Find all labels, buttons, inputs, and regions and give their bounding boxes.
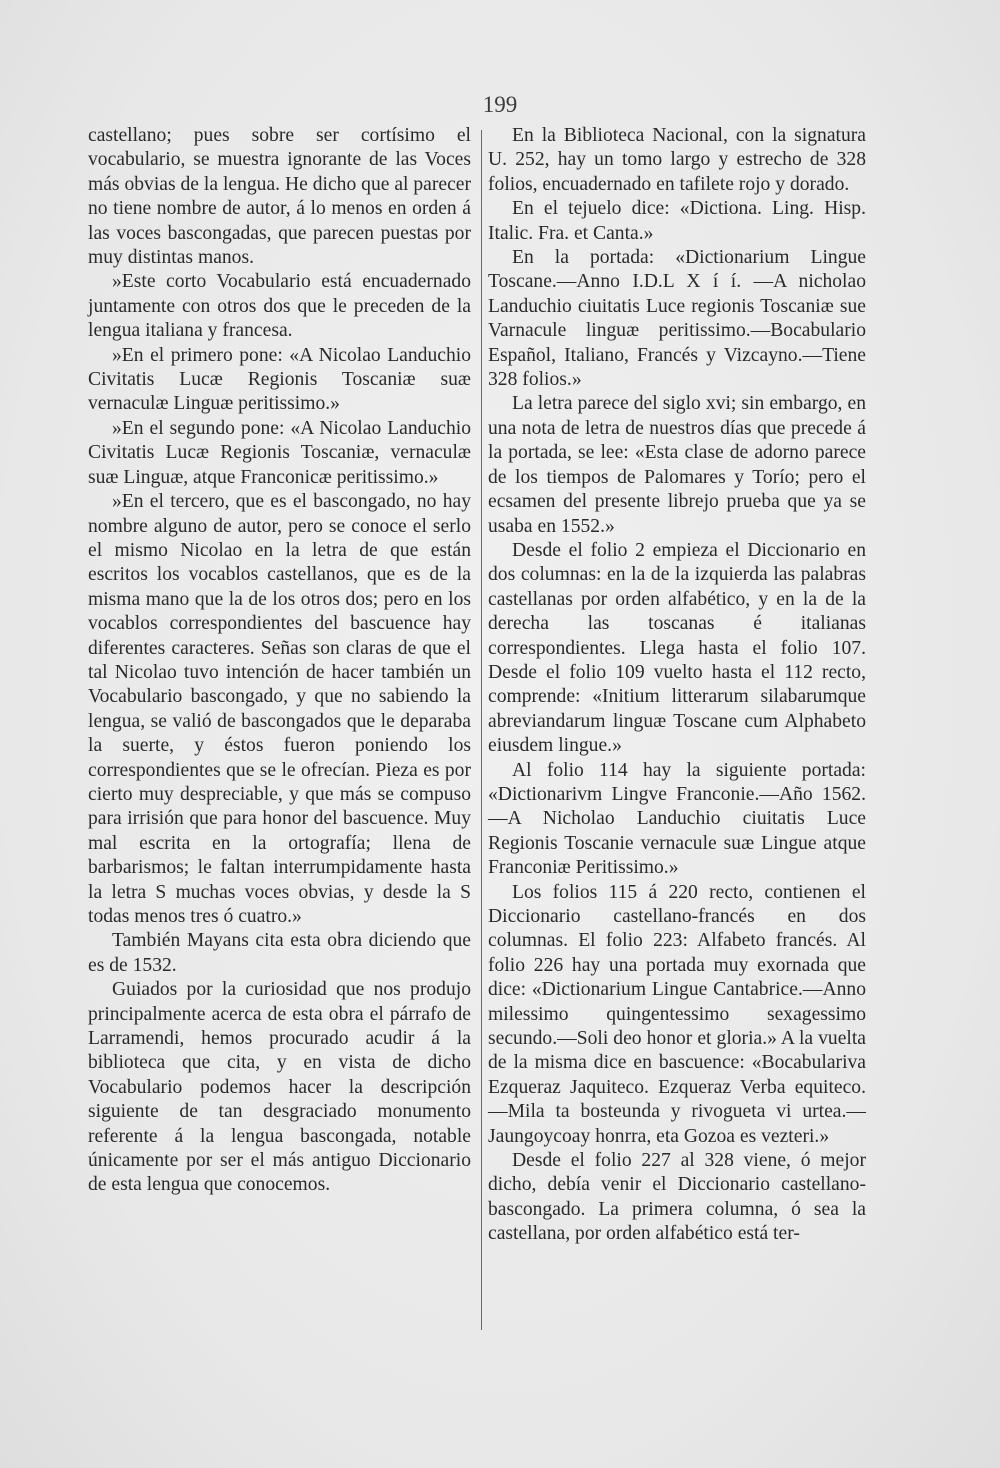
paragraph: Al folio 114 hay la siguiente portada: «Dictionarivm Lingve Franconie.—Año 1562.—A Nicholao Landuchio ciuitatis Luce Regionis Toscanie vernacule suæ Lingue atque Franconiæ Peritissimo.» xyxy=(488,759,866,879)
paragraph: En el tejuelo dice: «Dictiona. Ling. Hisp. Italic. Fra. et Canta.» xyxy=(488,198,866,244)
paragraph: Desde el folio 2 empieza el Diccionario en dos columnas: en la de la izquierda las palabras castellanas por orden alfabético, y en la de la derecha las toscanas é italianas correspondientes. Llega hasta el folio 107. Desde el folio 109 vuelto hasta el 112 recto, comprende: «Initium litterarum silabarumque abreviandarum linguæ Toscane cum Alphabeto eiusdem lingue.» xyxy=(488,539,866,757)
paragraph: En la Biblioteca Nacional, con la signatura U. 252, hay un tomo largo y estrecho de 328 folios, encuadernado en tafilete rojo y dorado. xyxy=(488,125,866,195)
paragraph: »En el tercero, que es el bascongado, no hay nombre alguno de autor, pero se conoce el serlo el mismo Nicolao en la letra de que están escritos los vocablos castellanos, que es de la misma mano que la de los otros dos; pero en los vocablos correspondientes del bascuence hay diferentes caracteres. Señas son claras de que el tal Nicolao tuvo intención de hacer también un Vocabulario bascongado, y que no sabiendo la lengua, se valió de bascongados que le deparaba la suerte, y éstos fueron poniendo los correspondientes que se le ofrecían. Pieza es por cierto muy despreciable, y que más se compuso para irrisión que para honor del bascuence. Muy mal escrita en la ortografía; llena de barbarismos; le faltan interrumpidamente hasta la letra S muchas voces obvias, y desde la S todas menos tres ó cuatro.» xyxy=(88,491,471,927)
paragraph: »En el segundo pone: «A Nicolao Landuchio Civitatis Lucæ Regionis Toscaniæ, vernaculæ suæ Linguæ, atque Franconicæ peritissimo.» xyxy=(88,417,471,488)
paragraph: Desde el folio 227 al 328 viene, ó mejor dicho, debía venir el Diccionario castellano-bascongado. La primera columna, ó sea la castellana, por orden alfabético está ter- xyxy=(488,1150,866,1245)
left-column xyxy=(88,124,471,1198)
page-number: 199 xyxy=(482,92,518,117)
paragraph: »Este corto Vocabulario está encuadernado juntamente con otros dos que le preceden de la lengua italiana y francesa. xyxy=(88,271,471,342)
paragraph: En la portada: «Dictionarium Lingue Toscane.—Anno I.D.L X í í. —A nicholao Landuchio ciuitatis Luce regionis Toscaniæ sue Varnacule linguæ peritissimo.—Bocabulario Español, Italiano, Francés y Vizcayno.—Tiene 328 folios.» xyxy=(488,247,866,391)
column-divider xyxy=(481,130,482,1330)
paragraph: »En el primero pone: «A Nicolao Landuchio Civitatis Lucæ Regionis Toscaniæ suæ vernaculæ Linguæ peritissimo.» xyxy=(88,344,471,415)
paragraph: Los folios 115 á 220 recto, contienen el Diccionario castellano-francés en dos columnas. El folio 223: Alfabeto francés. Al folio 226 hay una portada muy exornada que dice: «Dictionarium Lingue Cantabrice.—Anno milessimo quingentessimo sexagessimo secundo.—Soli deo honor et gloria.» A la vuelta de la misma dice en bascuence: «Bocabulariva Ezqueraz Jaquiteco. Ezqueraz Verba equiteco.—Mila ta bosteunda y rivogueta vi urtea.—Jaungoycoay honrra, eta Gozoa es vezteri.» xyxy=(488,881,866,1147)
right-column xyxy=(488,124,866,1247)
paragraph: También Mayans cita esta obra diciendo que es de 1532. xyxy=(88,930,471,976)
paragraph: castellano; pues sobre ser cortísimo el vocabulario, se muestra ignorante de las Voces más obvias de la lengua. He dicho que al parecer no tiene nombre de autor, á lo menos en orden á las voces bascongadas, que parecen puestas por muy distintas manos. xyxy=(88,125,472,269)
paragraph: La letra parece del siglo xvi; sin embargo, en una nota de letra de nuestros días que precede á la portada, se lee: «Esta clase de adorno parece de los tiempos de Palomares y Torío; pero el ecsamen del presente librejo prueba que ya se usaba en 1552.» xyxy=(488,393,866,537)
paragraph: Guiados por la curiosidad que nos produjo principalmente acerca de esta obra el párrafo de Larramendi, hemos procurado acudir á la biblioteca que cita, y en vista de dicho Vocabulario podemos hacer la descripción siguiente de tan desgraciado monumento referente á la lengua bascongada, notable únicamente por ser el más antiguo Diccionario de esta lengua que conocemos. xyxy=(88,979,471,1196)
